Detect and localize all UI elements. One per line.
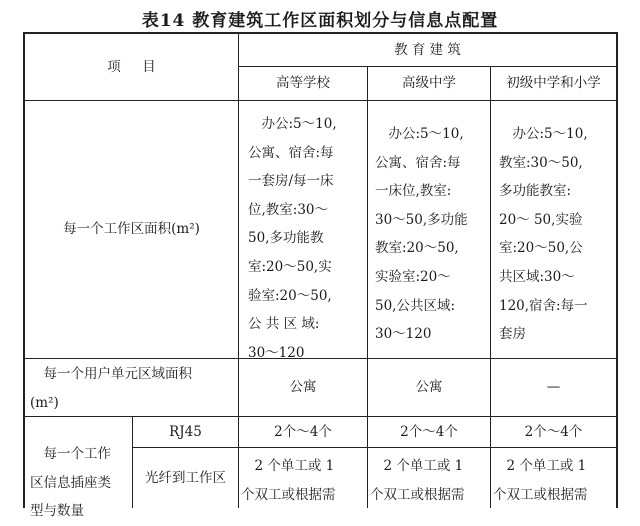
cell-university-fiber xyxy=(241,452,365,509)
text-line: 30～120 xyxy=(375,326,432,343)
text-line: 30～120 xyxy=(248,344,305,361)
cell-junior-primary-rj45: 2个～4个 xyxy=(524,423,583,440)
header-col-university: 高等学校 xyxy=(276,75,330,92)
row-label-work-area: 每一个工作区面积(m²) xyxy=(63,221,200,238)
text-line: 办公:5～10, xyxy=(375,126,464,142)
header-col-junior-primary: 初级中学和小学 xyxy=(506,75,601,92)
cell-senior-high-rj45: 2个～4个 xyxy=(400,423,458,440)
text-line: 一套房/每一床 xyxy=(248,173,334,190)
text-line: 位,教室:30～ xyxy=(248,201,329,218)
text-line: 一床位,教室: xyxy=(375,183,452,200)
cell-university-unit: 公寓 xyxy=(289,379,317,396)
text-line: 办公:5～10, xyxy=(248,116,337,132)
text-line: 每一个工作 xyxy=(30,446,111,462)
text-line: 个双工或根据需 xyxy=(241,486,336,503)
table-border-right xyxy=(616,32,618,508)
text-line: 教室:30～50, xyxy=(499,154,583,171)
text-line: 验室:20～50, xyxy=(248,287,332,304)
header-item-cell: 项 目 xyxy=(107,58,156,75)
cell-senior-high-area xyxy=(375,120,487,349)
text-line: 区信息插座类 xyxy=(30,474,111,491)
subrow-label-fiber: 光纤到工作区 xyxy=(145,469,226,486)
text-line: 2 个单工或 1 xyxy=(493,458,587,474)
text-line: 室:20～50,公 xyxy=(499,240,583,257)
text-line: 2 个单工或 1 xyxy=(241,458,335,474)
text-line: 30～50,多功能 xyxy=(375,211,468,228)
text-line: 型与数量 xyxy=(30,503,84,520)
text-line: 50,多功能教 xyxy=(248,230,324,247)
cell-university-rj45: 2个～4个 xyxy=(274,423,332,440)
cell-senior-high-unit: 公寓 xyxy=(415,379,443,396)
cell-senior-high-fiber xyxy=(370,452,488,509)
table-title: 表14 教育建筑工作区面积划分与信息点配置 xyxy=(141,11,499,31)
text-line: 共区域:30～ xyxy=(499,268,575,285)
text-line: 室:20～50,实 xyxy=(248,258,332,275)
text-line: 办公:5～10, xyxy=(499,126,588,142)
text-line: 教室:20～50, xyxy=(375,240,459,257)
text-line: 多功能教室: xyxy=(499,183,572,200)
header-col-senior-high: 高级中学 xyxy=(402,75,456,92)
cell-junior-primary-fiber xyxy=(493,452,614,509)
cell-junior-primary-unit: — xyxy=(546,379,561,396)
text-line: 个双工或根据需 xyxy=(370,486,465,503)
text-line: 公寓、宿舍:每 xyxy=(375,154,461,171)
cell-university-area xyxy=(248,110,360,367)
text-line: 120,宿舍:每一 xyxy=(499,297,588,314)
row-label-user-unit-area xyxy=(30,360,235,417)
text-line: 实验室:20～ xyxy=(375,268,451,285)
text-line: 50,公共区域: xyxy=(375,297,456,314)
cell-junior-primary-area xyxy=(499,120,611,349)
text-line: 个双工或根据需 xyxy=(493,486,588,503)
text-line: 套房 xyxy=(499,326,526,343)
text-line: 20～ 50,实验 xyxy=(499,211,583,228)
subrow-label-rj45: RJ45 xyxy=(169,423,202,440)
text-line: 公寓、宿舍:每 xyxy=(248,144,334,161)
text-line: 2 个单工或 1 xyxy=(370,458,464,474)
header-group-cell: 教 育 建 筑 xyxy=(394,41,461,58)
row-label-outlet-type xyxy=(30,440,130,526)
text-line: 每一个用户单元区域面积 xyxy=(30,366,192,382)
text-line: (m²) xyxy=(30,394,59,411)
text-line: 公 共 区 域: xyxy=(248,316,320,333)
